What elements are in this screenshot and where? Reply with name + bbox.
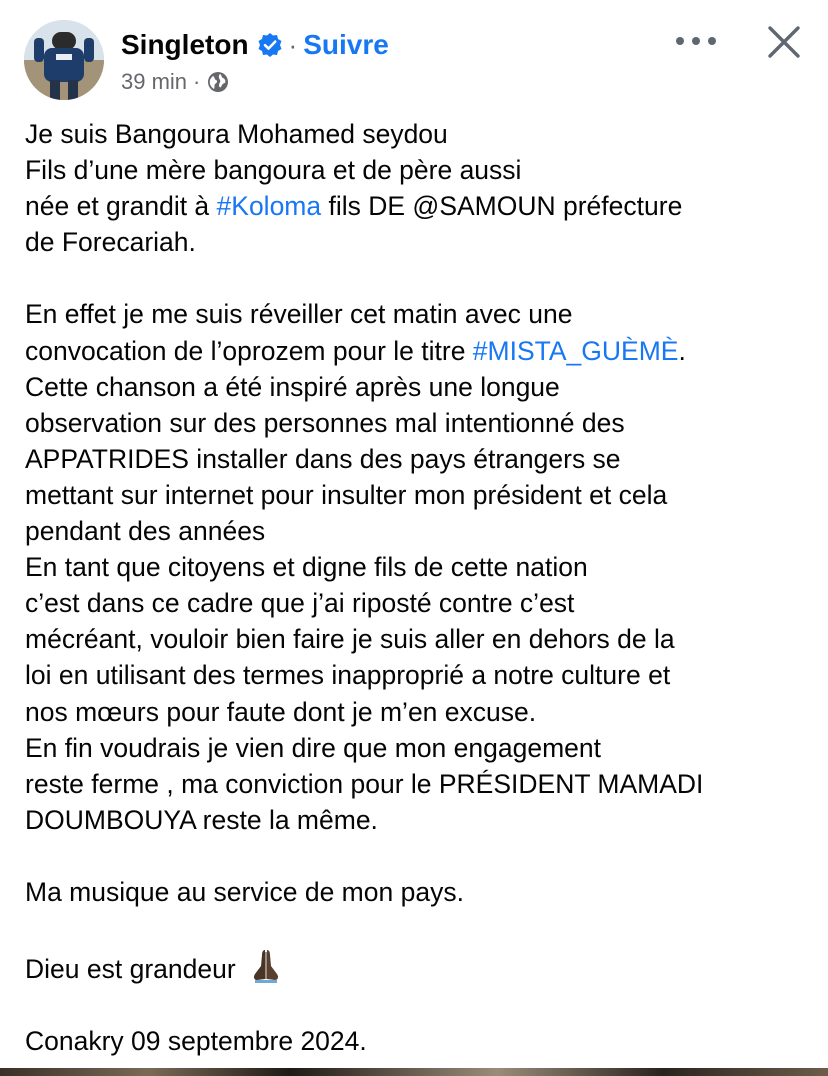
post-text-segment: mettant sur internet pour insulter mon président et cela [25,479,668,510]
post-text-segment: reste ferme , ma conviction pour le PRÉSIDENT MAMADI [25,768,704,799]
blank-line [25,910,815,946]
avatar[interactable] [24,20,104,100]
post-text-segment: née et grandit à [25,191,217,222]
post-text-segment: c’est dans ce cadre que j’ai riposté contre c’est [25,588,575,619]
post-line [25,621,815,657]
close-icon[interactable] [764,22,804,62]
post-line [25,477,815,513]
attached-photo-edge[interactable] [0,1068,828,1076]
post-text-segment: de Forecariah. [25,227,196,258]
post-text-segment: convocation de l’oprozem pour le titre [25,335,473,366]
verified-badge-icon [257,32,283,58]
post-text-segment: En effet je me suis réveiller cet matin avec une [25,299,573,330]
post-line [25,513,815,549]
post-text-segment: En fin voudrais je vien dire que mon engagement [25,732,601,763]
post-line [25,657,815,693]
post-text-segment: Fils d’une mère bangoura et de père aussi [25,155,522,186]
timestamp[interactable]: 39 min [121,69,188,94]
post-text-segment: DOUMBOUYA reste la même. [25,804,378,835]
post-text-segment: Conakry 09 septembre 2024. [25,1026,367,1057]
separator-dot: · [288,29,298,60]
post-header [0,0,828,110]
author-name[interactable]: Singleton [121,29,249,60]
post-text-segment: pendant des années [25,516,266,547]
post-line [25,296,815,332]
more-dot [692,37,700,45]
post-text-segment: Je suis Bangoura Mohamed seydou [25,119,448,149]
post-text-segment: Dieu est grandeur [25,954,244,985]
meta-separator-dot: · [193,69,201,94]
more-options-icon[interactable] [676,26,716,56]
avatar-photo [24,20,104,100]
post-text-segment: APPATRIDES installer dans des pays étrangers se [25,443,621,474]
post-text-segment: nos mœurs pour faute dont je m’en excuse. [25,696,537,727]
post-text [25,116,815,1059]
post-line [25,116,815,152]
post-line [25,730,815,766]
post-text-segment: En tant que citoyens et digne fils de cette nation [25,552,588,583]
hashtag-link[interactable]: #Koloma [216,191,322,222]
post-line [25,224,815,260]
post-text-segment: Cette chanson a été inspiré après une longue [25,371,560,402]
blank-line [25,987,815,1023]
post-line [25,766,815,802]
post-line [25,694,815,730]
post-line [25,369,815,405]
post-line [25,333,815,369]
post-text-segment: loi en utilisant des termes inapproprié a notre culture et [25,660,671,691]
post-line [25,802,815,838]
post-text-segment: mécréant, vouloir bien faire je suis aller en dehors de la [25,624,675,655]
blank-line [25,260,815,296]
post-line [25,1023,815,1059]
blank-line [25,838,815,874]
folded-hands-icon [247,946,285,984]
follow-button[interactable]: Suivre [303,29,389,60]
post-line [25,585,815,621]
post-line [25,874,815,910]
globe-icon [206,70,230,94]
post-line [25,152,815,188]
post-line [25,405,815,441]
hashtag-link[interactable]: #MISTA_GUÈMÈ [472,335,679,366]
post-text-segment: observation sur des personnes mal intentionné des [25,407,625,438]
more-dot [708,37,716,45]
post-text-segment: . [678,335,686,366]
more-dot [676,37,684,45]
author-row [121,27,389,63]
post-line [25,188,815,224]
post-text-segment: Ma musique au service de mon pays. [25,876,464,907]
post-meta [121,68,230,96]
post-line [25,549,815,585]
post-text-segment: fils DE @SAMOUN préfecture [321,191,683,222]
post-line [25,441,815,477]
post-line [25,946,815,987]
